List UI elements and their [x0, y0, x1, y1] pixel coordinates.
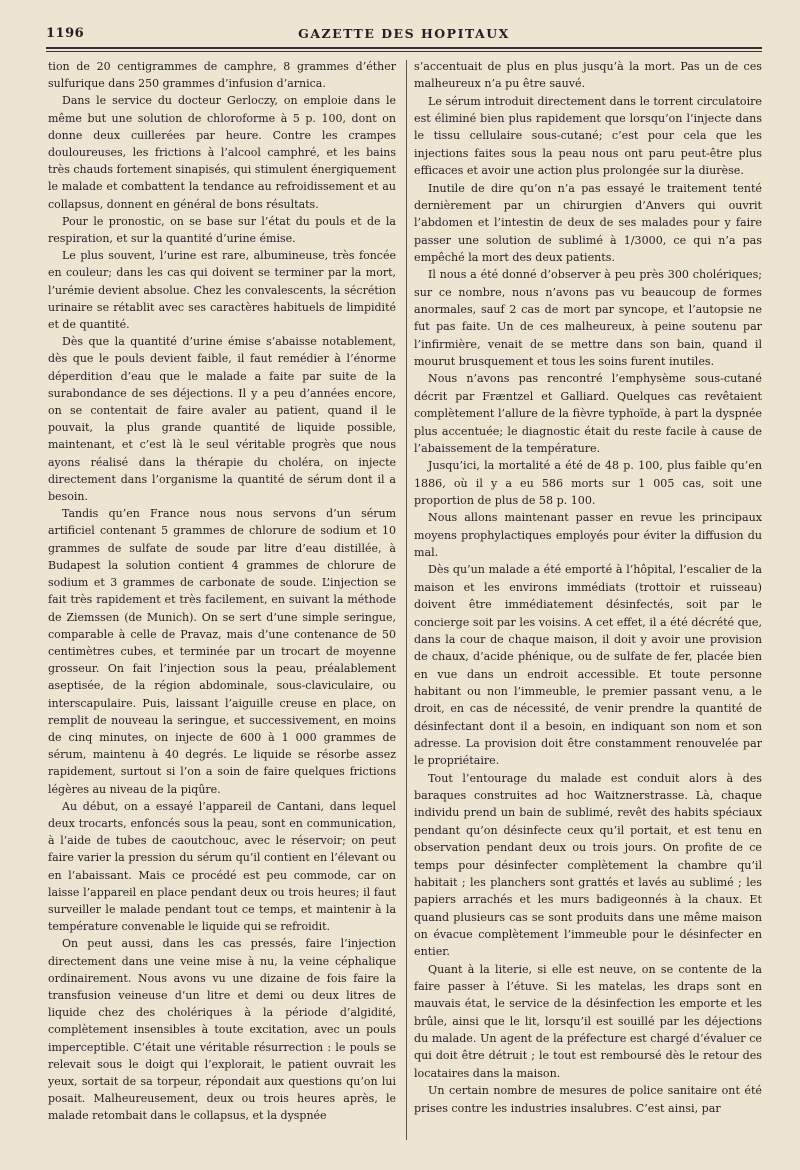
running-title: GAZETTE DES HOPITAUX: [298, 26, 510, 41]
paragraph: Quant à la literie, si elle est neuve, on se contente de la faire passer à l’étuve. Si les matelas, les draps sont en mauvais état, le service de la désinfection les emporte et les brûle, ainsi que le lit, lorsqu’il est souillé par les déjections du malade. Un agent de la préfecture est chargé d’évaluer ce qui doit être détruit ; le tout est remboursé dès le retour des locataires dans la maison.: [414, 962, 762, 1080]
paragraph: Nous allons maintenant passer en revue les principaux moyens prophylactiques employés pour éviter la diffusion du mal.: [414, 511, 762, 560]
paragraph: Jusqu’ici, la mortalité a été de 48 p. 100, plus faible qu’en 1886, où il y a eu 586 morts sur 1 005 cas, soit une proportion de plus de 58 p. 100.: [414, 459, 762, 507]
paragraph: Dès que la quantité d’urine émise s’abaisse notablement, dès que le pouls devient faible, il faut remédier à l’énorme déperdition d’eau que le malade a faite par suite de la surabondance de ses déjections. Il y a peu d’années encore, on se contentait de faire avaler au patient, quand il le pouvait, la plus grande quantité de liquide possible, maintenant, et c’est là le seul véritable progrès que nous ayons réalisé dans la thérapie du choléra, on injecte directement dans l’organisme la quantité de sérum dont il a besoin.: [48, 335, 396, 504]
header-rule-thin: [46, 51, 762, 52]
paragraph: Un certain nombre de mesures de police sanitaire ont été prises contre les industries insalubres. C’est ainsi, par: [414, 1084, 762, 1115]
paragraph: Le sérum introduit directement dans le torrent circulatoire est éliminé bien plus rapidement que lorsqu’on l’injecte dans le tissu cellulaire sous-cutané; c’est pour cela que les injections faites sous la peau nous ont paru peut-être plus efficaces et avoir une action plus prolongée sur la diurèse.: [414, 94, 762, 178]
left-column: [48, 58, 396, 1138]
paragraph: Le plus souvent, l’urine est rare, albumineuse, très foncée en couleur; dans les cas qui doivent se terminer par la mort, l’urémie devient absolue. Chez les convalescents, la sécrétion urinaire se rétablit avec ses caractères habituels de limpidité et de quantité.: [48, 249, 396, 332]
header-rule-thick: [46, 47, 762, 49]
paragraph: On peut aussi, dans les cas pressés, faire l’injection directement dans une veine mise à nu, la veine céphalique ordinairement. Nous avons vu une dizaine de fois faire la transfusion veineuse d’un litre et demi ou deux litres de liquide chez des cholériques à la période d’algidité, complètement insensibles à toute excitation, avec un pouls imperceptible. C’était une véritable résurrection : le pouls se relevait sous le doigt qui l’explorait, le patient ouvrait les yeux, sortait de sa torpeur, répondait aux questions qu’on lui posait. Malheureusement, deux ou trois heures après, le malade retombait dans le collapsus, et la dyspnée: [48, 937, 396, 1123]
paragraph: Dès qu’un malade a été emporté à l’hôpital, l’escalier de la maison et les environs immédiats (trottoir et ruisseau) doivent être immédiatement désinfectés, soit par le concierge soit par les voisins. A cet effet, il a été décrété que, dans la cour de chaque maison, il doit y avoir une provision de chaux, d’acide phénique, ou de sulfate de fer, placée bien en vue dans un endroit accessible. Et toute personne habitant ou non l’immeuble, le premier passant venu, a le droit, en cas de nécessité, de venir prendre la quantité de désinfectant dont il a besoin, en indiquant son nom et son adresse. La provision doit être constamment renouvelée par le propriétaire.: [414, 563, 762, 768]
paragraph: Tandis qu’en France nous nous servons d’un sérum artificiel contenant 5 grammes de chlorure de sodium et 10 grammes de sulfate de soude par litre d’eau distillée, à Budapest la solution contient 4 grammes de chlorure de sodium et 3 grammes de carbonate de soude. L’injection se fait très rapidement et très facilement, en suivant la méthode de Ziemssen (de Munich). On se sert d’une simple seringue, comparable à celle de Pravaz, mais d’une contenance de 50 centimètres cubes, et terminée par un trocart de moyenne grosseur. On fait l’injection sous la peau, préalablement aseptisée, de la région abdominale, sous-claviculaire, ou interscapulaire. Puis, laissant l’aiguille creuse en place, on remplit de nouveau la seringue, et successivement, en moins de cinq minutes, on injecte de 600 à 1 000 grammes de sérum, maintenu à 40 degrés. Le liquide se résorbe assez rapidement, surtout si l’on a soin de faire quelques frictions légères au niveau de la piqûre.: [48, 507, 396, 796]
right-column: [414, 58, 762, 1138]
paragraph: Il nous a été donné d’observer à peu près 300 cholériques; sur ce nombre, nous n’avons pas vu beaucoup de formes anormales, sauf 2 cas de mort par syncope, et l’autopsie ne fut pas faite. Un de ces malheureux, à peine soutenu par l’infirmière, venait de se mettre dans son bain, quand il mourut brusquement et tous les soins furent inutiles.: [414, 268, 762, 369]
paragraph: Inutile de dire qu’on n’a pas essayé le traitement tenté dernièrement par un chirurgien d’Anvers qui ouvrit l’abdomen et l’intestin de deux de ses malades pour y faire passer une solution de sublimé à 1/3000, ce qui n’a pas empêché la mort des deux patients.: [414, 181, 762, 264]
paragraph: Pour le pronostic, on se base sur l’état du pouls et de la respiration, et sur la quantité d’urine émise.: [48, 214, 396, 246]
page-header: [46, 26, 762, 46]
paragraph: Au début, on a essayé l’appareil de Cantani, dans lequel deux trocarts, enfoncés sous la peau, sont en communication, à l’aide de tubes de caoutchouc, avec le réservoir; on peut faire varier la pression du sérum qu’il contient en l’élevant ou en l’abaissant. Mais ce procédé est peu commode, car on laisse l’appareil en place pendant deux ou trois heures; il faut surveiller le malade pendant tout ce temps, et maintenir à la température convenable le liquide qui se refroidit.: [48, 799, 396, 934]
paragraph: Nous n’avons pas rencontré l’emphysème sous-cutané décrit par Fræntzel et Galliard. Quelques cas revêtaient complètement l’allure de la fièvre typhoïde, à part la dyspnée plus accentuée; le diagnostic était du reste facile à cause de l’abaissement de la température.: [414, 372, 762, 455]
column-divider: [406, 60, 407, 1140]
paragraph: tion de 20 centigrammes de camphre, 8 grammes d’éther sulfurique dans 250 grammes d’infusion d’arnica.: [48, 60, 396, 91]
paragraph: Dans le service du docteur Gerloczy, on emploie dans le même but une solution de chloroforme à 5 p. 100, dont on donne deux cuillerées par heure. Contre les crampes douloureuses, les frictions à l’alcool camphré, et les bains très chauds fortement sinapisés, qui stimulent énergiquement le malade et combattent la tendance au refroidissement et au collapsus, donnent en général de bons résultats.: [48, 94, 396, 211]
paragraph: s’accentuait de plus en plus jusqu’à la mort. Pas un de ces malheureux n’a pu être sauvé.: [414, 60, 762, 91]
paragraph: Tout l’entourage du malade est conduit alors à des baraques construites ad hoc Waitznerstrasse. Là, chaque individu prend un bain de sublimé, revêt des habits spéciaux pendant qu’on désinfecte ceux qu’il portait, et est tenu en observation pendant deux ou trois jours. On profite de ce temps pour désinfecter complètement la chambre qu’il habitait ; les planchers sont grattés et lavés au sublimé ; les papiers arrachés et les murs badigeonnés à la chaux. Et quand plusieurs cas se sont produits dans une même maison on évacue complètement l’immeuble pour le désinfecter en entier.: [414, 771, 762, 959]
page-number: 1196: [46, 26, 85, 41]
